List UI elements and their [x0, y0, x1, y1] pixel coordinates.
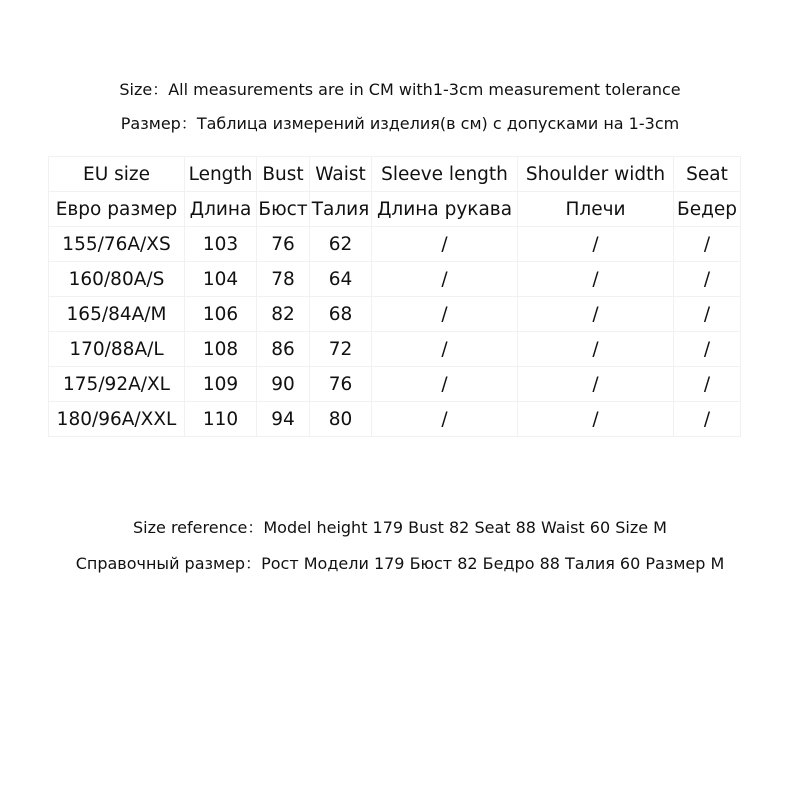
cell-seat: / — [674, 297, 741, 332]
cell-waist: 76 — [310, 367, 372, 402]
cell-length: 106 — [185, 297, 257, 332]
cell-eu-size: 180/96A/XXL — [49, 402, 185, 437]
cell-sleeve-length: / — [372, 227, 518, 262]
cell-eu-size: 160/80A/S — [49, 262, 185, 297]
cell-sleeve-length: / — [372, 402, 518, 437]
cell-waist: 64 — [310, 262, 372, 297]
table-row — [49, 297, 741, 332]
header-row-en — [49, 157, 741, 192]
measurement-note-en: Size：All measurements are in CM with1-3cm measurement tolerance — [119, 80, 681, 99]
table-row — [49, 367, 741, 402]
cell-bust: 86 — [257, 332, 310, 367]
table-row — [49, 402, 741, 437]
cell-seat: / — [674, 402, 741, 437]
header-waist: Waist — [310, 157, 372, 192]
cell-shoulder-width: / — [518, 297, 674, 332]
cell-eu-size: 155/76A/XS — [49, 227, 185, 262]
cell-sleeve-length: / — [372, 262, 518, 297]
cell-seat: / — [674, 332, 741, 367]
cell-shoulder-width: / — [518, 227, 674, 262]
cell-bust: 94 — [257, 402, 310, 437]
cell-bust: 76 — [257, 227, 310, 262]
header-sleeve-length-ru: Длина рукава — [372, 192, 518, 227]
header-sleeve-length: Sleeve length — [372, 157, 518, 192]
header-length-ru: Длина — [185, 192, 257, 227]
header-eu-size: EU size — [49, 157, 185, 192]
size-reference-ru: Справочный размер：Рост Модели 179 Бюст 82 Бедро 88 Талия 60 Размер M — [75, 554, 725, 573]
cell-eu-size: 175/92A/XL — [49, 367, 185, 402]
header-bust-ru: Бюст — [257, 192, 310, 227]
cell-length: 103 — [185, 227, 257, 262]
header-seat-ru: Бедер — [674, 192, 741, 227]
cell-waist: 68 — [310, 297, 372, 332]
table-row — [49, 227, 741, 262]
header-shoulder-width-ru: Плечи — [518, 192, 674, 227]
header-waist-ru: Талия — [310, 192, 372, 227]
measurement-note-ru: Размер：Таблица измерений изделия(в см) с допусками на 1-3cm — [120, 114, 680, 133]
cell-bust: 82 — [257, 297, 310, 332]
cell-eu-size: 165/84A/M — [49, 297, 185, 332]
header-shoulder-width: Shoulder width — [518, 157, 674, 192]
cell-waist: 62 — [310, 227, 372, 262]
cell-shoulder-width: / — [518, 367, 674, 402]
header-eu-size-ru: Евро размер — [49, 192, 185, 227]
cell-sleeve-length: / — [372, 297, 518, 332]
cell-shoulder-width: / — [518, 402, 674, 437]
cell-shoulder-width: / — [518, 332, 674, 367]
cell-seat: / — [674, 227, 741, 262]
table-row — [49, 332, 741, 367]
header-bust: Bust — [257, 157, 310, 192]
cell-seat: / — [674, 262, 741, 297]
size-chart-table — [48, 156, 741, 437]
cell-length: 109 — [185, 367, 257, 402]
cell-waist: 72 — [310, 332, 372, 367]
cell-sleeve-length: / — [372, 332, 518, 367]
header-length: Length — [185, 157, 257, 192]
cell-bust: 90 — [257, 367, 310, 402]
table-row — [49, 262, 741, 297]
header-row-ru — [49, 192, 741, 227]
cell-seat: / — [674, 367, 741, 402]
cell-bust: 78 — [257, 262, 310, 297]
cell-waist: 80 — [310, 402, 372, 437]
cell-sleeve-length: / — [372, 367, 518, 402]
cell-shoulder-width: / — [518, 262, 674, 297]
cell-length: 110 — [185, 402, 257, 437]
header-seat: Seat — [674, 157, 741, 192]
size-reference-en: Size reference：Model height 179 Bust 82 Seat 88 Waist 60 Size M — [133, 518, 667, 537]
cell-eu-size: 170/88A/L — [49, 332, 185, 367]
cell-length: 104 — [185, 262, 257, 297]
cell-length: 108 — [185, 332, 257, 367]
